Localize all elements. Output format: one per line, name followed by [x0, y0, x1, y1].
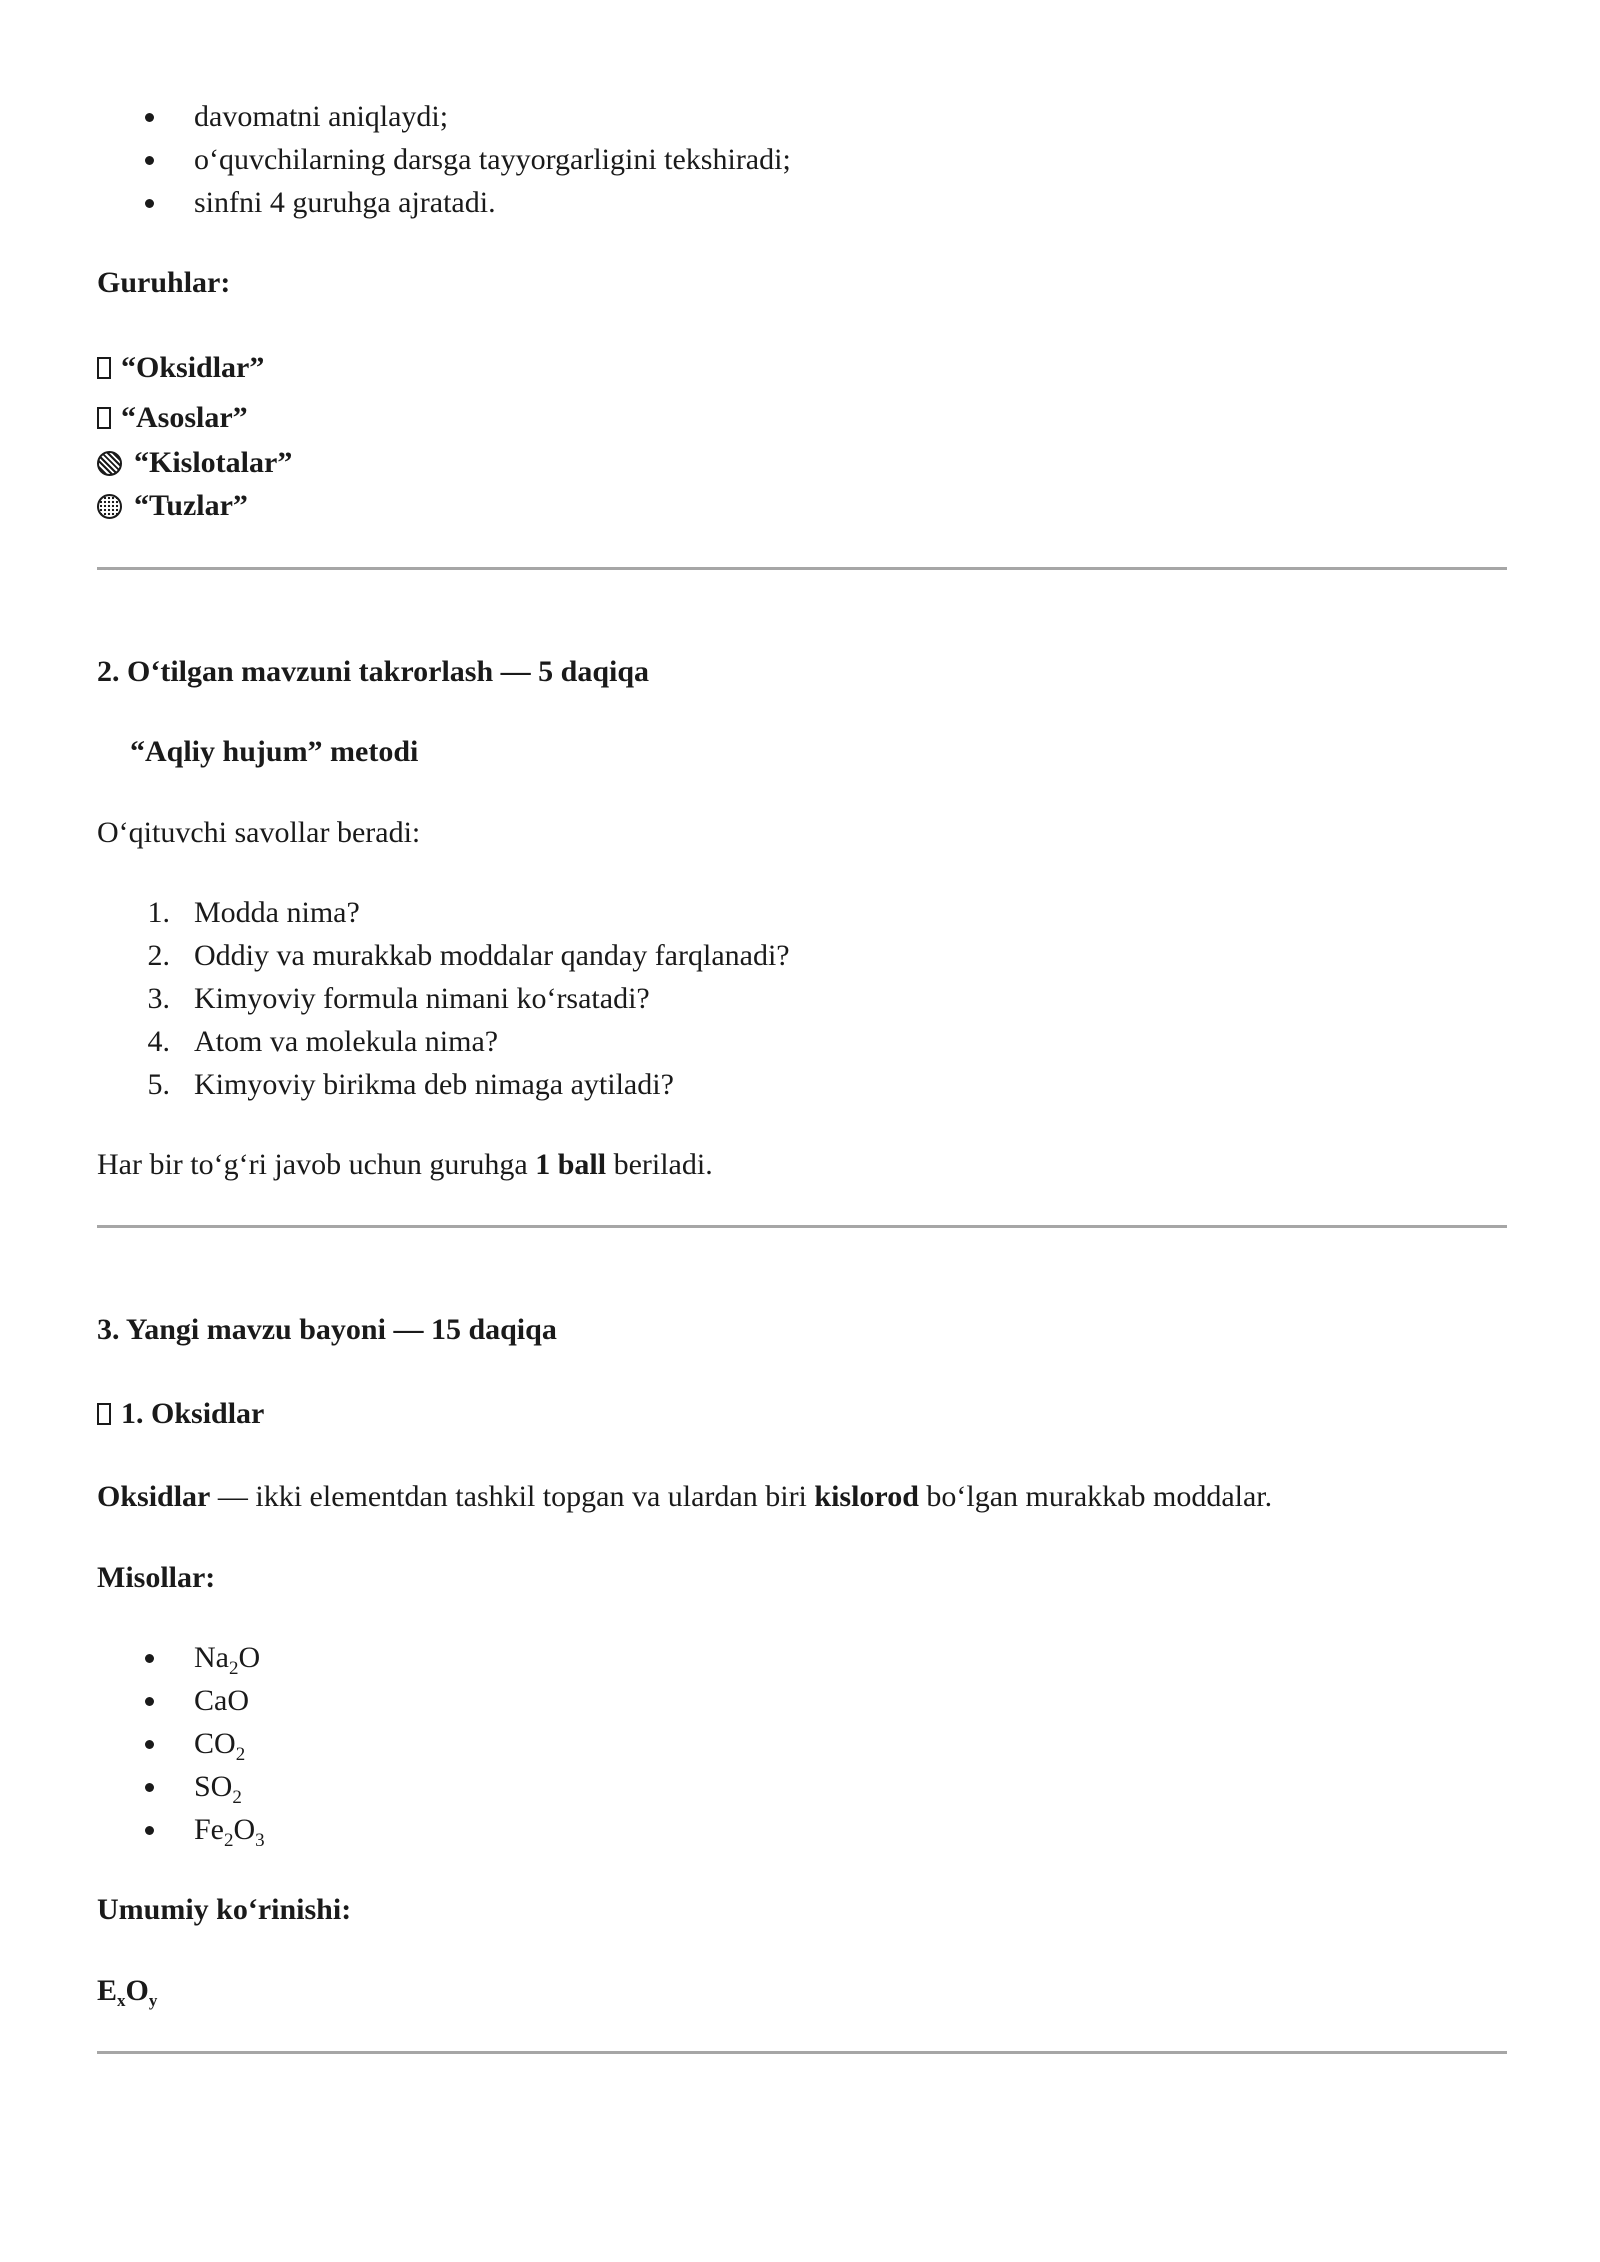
list-number: 4. — [147, 1025, 170, 1058]
score-text-end: beriladi. — [606, 1148, 713, 1181]
groups-title: Guruhlar: — [97, 266, 231, 299]
question-item: Kimyoviy birikma deb nimaga aytiladi? — [194, 1068, 674, 1101]
definition-text: — ikki elementdan tashkil topgan va ulardan biri — [210, 1480, 815, 1513]
intro-item: o‘quvchilarning darsga tayyorgarligini tekshiradi; — [194, 143, 791, 176]
bullet-icon — [145, 1654, 154, 1663]
bullet-icon — [145, 113, 154, 122]
questions-lead: O‘qituvchi savollar beradi: — [97, 816, 421, 849]
list-number: 3. — [147, 982, 170, 1015]
section2-heading: 2. O‘tilgan mavzuni takrorlash — 5 daqiqa — [97, 655, 650, 688]
bullet-icon — [145, 1697, 154, 1706]
subheading-text: 1. Oksidlar — [121, 1397, 265, 1430]
bullet-icon — [145, 156, 154, 165]
definition-text-end: bo‘lgan murakkab moddalar. — [918, 1480, 1273, 1513]
example-formula: $Na_2O$ — [194, 1641, 261, 1679]
question-item: Kimyoviy formula nimani ko‘rsatadi? — [194, 982, 650, 1015]
question-item: Atom va molekula nima? — [194, 1025, 499, 1058]
group-label: “Tuzlar” — [134, 489, 248, 522]
general-formula: $E_xO_y$ — [97, 1974, 158, 2010]
list-number: 1. — [147, 896, 170, 929]
question-item: Oddiy va murakkab moddalar qanday farqlanadi? — [194, 939, 790, 972]
group-item-kislotalar — [97, 448, 292, 478]
divider — [97, 567, 1507, 570]
example-formula: CaO — [194, 1684, 249, 1717]
missing-glyph-box-icon — [97, 1403, 111, 1425]
missing-glyph-box-icon — [97, 357, 111, 379]
group-item-asoslar — [97, 403, 248, 433]
dotted-circle-icon — [97, 494, 122, 519]
group-label: “Oksidlar” — [121, 351, 265, 384]
divider — [97, 2051, 1507, 2054]
intro-item: davomatni aniqlaydi; — [194, 100, 449, 133]
list-number: 5. — [147, 1068, 170, 1101]
divider — [97, 1225, 1507, 1228]
intro-item: sinfni 4 guruhga ajratadi. — [194, 186, 496, 219]
missing-glyph-box-icon — [97, 407, 111, 429]
score-text: Har bir to‘g‘ri javob uchun guruhga — [97, 1148, 536, 1181]
list-number: 2. — [147, 939, 170, 972]
bullet-icon — [145, 1783, 154, 1792]
score-note — [97, 1150, 713, 1180]
example-formula: $CO_2$ — [194, 1727, 246, 1765]
bullet-icon — [145, 1740, 154, 1749]
definition-term: Oksidlar — [97, 1480, 211, 1513]
group-label: “Asoslar” — [121, 401, 248, 434]
example-formula: $Fe_2O_3$ — [194, 1813, 265, 1851]
example-formula: $SO_2$ — [194, 1770, 242, 1808]
bullet-icon — [145, 1826, 154, 1835]
definition-keyword: kislorod — [814, 1480, 919, 1513]
section3-heading: 3. Yangi mavzu bayoni — 15 daqiqa — [97, 1313, 557, 1346]
general-title: Umumiy ko‘rinishi: — [97, 1893, 352, 1926]
group-item-oksidlar — [97, 353, 264, 383]
oksidlar-subheading — [97, 1399, 264, 1429]
bullet-icon — [145, 199, 154, 208]
oksidlar-definition — [97, 1482, 1272, 1512]
question-item: Modda nima? — [194, 896, 360, 929]
group-label: “Kislotalar” — [134, 446, 293, 479]
method-title: “Aqliy hujum” metodi — [130, 735, 419, 768]
examples-title: Misollar: — [97, 1561, 216, 1594]
group-item-tuzlar — [97, 491, 248, 521]
hatched-circle-icon — [97, 451, 122, 476]
score-value: 1 ball — [535, 1148, 607, 1181]
